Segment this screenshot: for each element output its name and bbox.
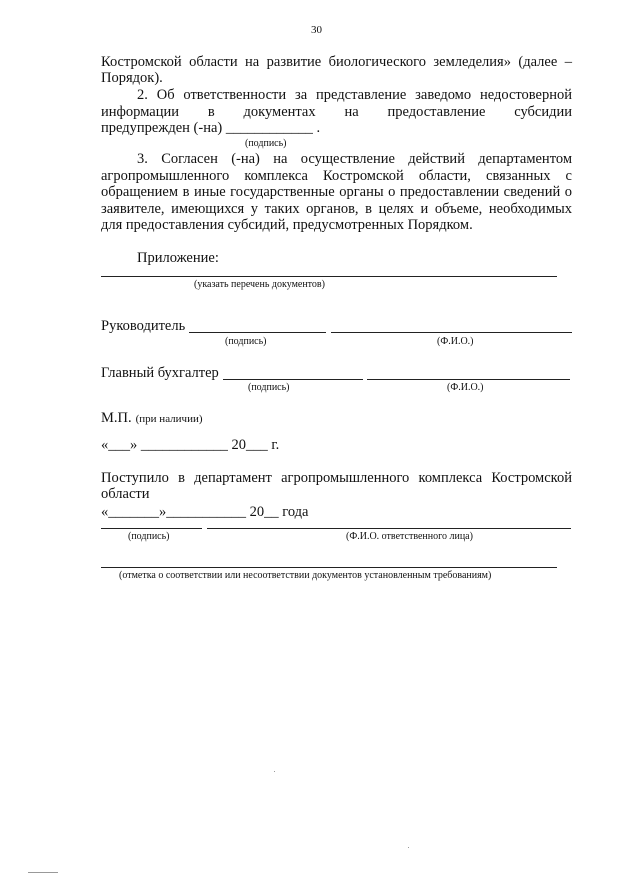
paragraph-3-line-3: обращением в иные государственные органы о предоставлении сведений о [101,184,572,200]
scan-speck [408,847,409,848]
head-label: Руководитель [101,318,186,334]
received-signature-caption: (подпись) [128,531,170,542]
attachment-line [101,276,557,277]
head-signature-line [189,332,326,333]
attachment-hint: (указать перечень документов) [194,279,325,290]
paragraph-3-line-4: заявителе, имеющихся у таких органов, в целях и объеме, необходимых [101,201,572,217]
accountant-fio-caption: (Ф.И.О.) [447,382,484,393]
seal-label-row [101,409,203,427]
received-date: «_______»___________ 20__ года [101,504,309,520]
paragraph-3-line-1: 3. Согласен (-на) на осуществление действий департаментом [137,151,572,167]
received-line-2: области [101,486,150,502]
head-fio-line [331,332,572,333]
accountant-fio-line [367,379,570,380]
accountant-signature-caption: (подпись) [248,382,290,393]
paragraph-3-line-5: для предоставления субсидий, предусмотренных Порядком. [101,217,473,233]
paragraph-1-line-2: Порядок). [101,70,163,86]
seal-label: М.П. [101,410,132,426]
received-fio-line [207,528,571,529]
date-line: «___» ____________ 20___ г. [101,437,280,453]
page-number: 30 [311,24,322,36]
head-signature-caption: (подпись) [225,336,267,347]
received-signature-line [101,528,202,529]
accountant-label: Главный бухгалтер [101,365,219,381]
scan-speck [274,771,275,772]
paragraph-3-line-2: агропромышленного комплекса Костромской области, связанных с [101,168,572,184]
attachment-label: Приложение: [137,250,219,266]
scan-speck [28,872,58,873]
compliance-line [101,567,557,568]
received-line-1: Поступило в департамент агропромышленного комплекса Костромской [101,470,572,486]
compliance-caption: (отметка о соответствии или несоответствии документов установленным требованиям) [119,570,492,581]
received-fio-caption: (Ф.И.О. ответственного лица) [346,531,473,542]
paragraph-1-line-1: Костромской области на развитие биологического земледелия» (далее – [101,54,572,70]
head-fio-caption: (Ф.И.О.) [437,336,474,347]
signature-caption: (подпись) [245,138,287,149]
seal-note: (при наличии) [135,413,203,425]
paragraph-2-line-1: 2. Об ответственности за представление заведомо недостоверной [137,87,572,103]
paragraph-2-line-3: предупрежден (-на) ____________ . [101,120,321,136]
paragraph-2-line-2: информации в документах на предоставление субсидии [101,104,572,120]
accountant-signature-line [223,379,363,380]
